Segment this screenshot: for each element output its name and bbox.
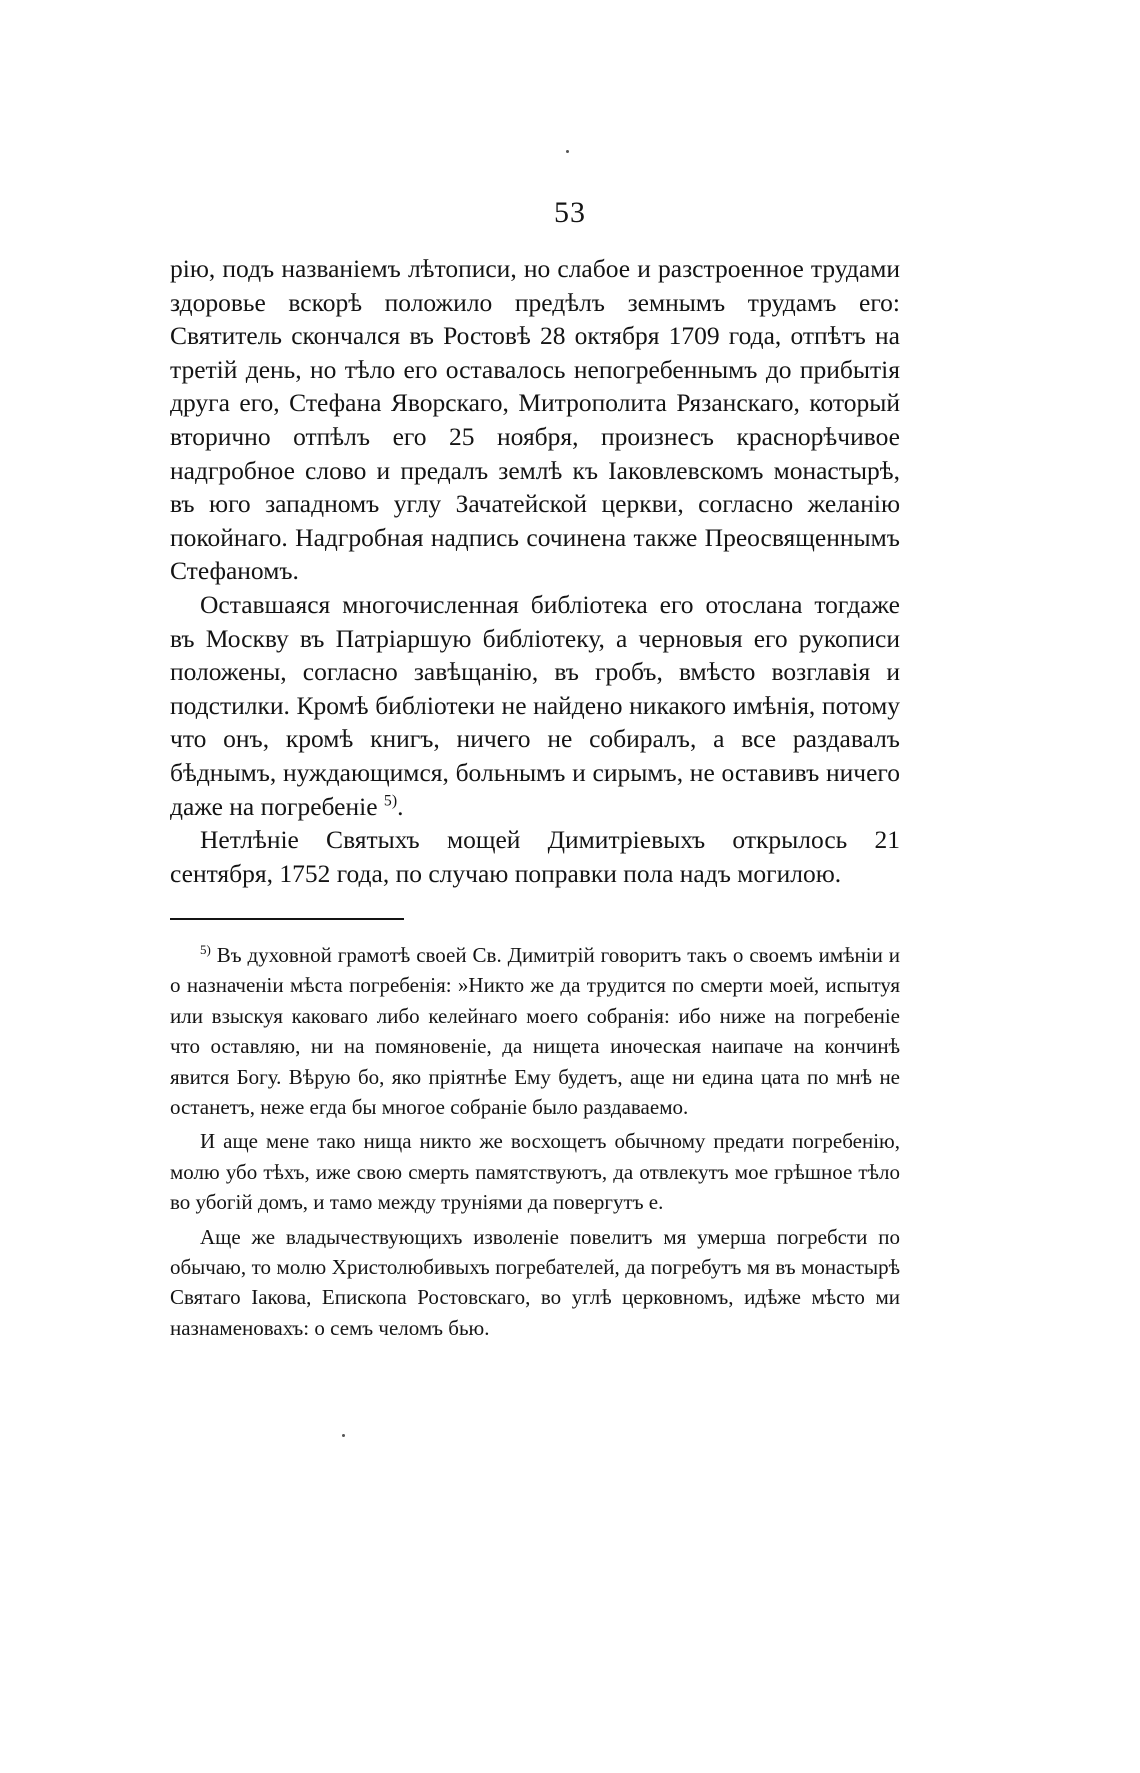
paragraph: Нетлѣніе Святыхъ мощей Димитріевыхъ открылось 21 сентября, 1752 года, по случаю поправки пола надъ могилою.: [170, 825, 900, 888]
footnote-marker: 5): [200, 942, 211, 957]
footnote-reference: 5): [383, 792, 398, 809]
footnote-divider: [170, 918, 404, 920]
footnote-paragraph: Аще же владычествующихъ изволеніе повелитъ мя умерша погребсти по обычаю, то молю Христолюбивыхъ погребателей, да погребутъ мя въ монастырѣ Святаго Іакова, Епископа Ростовскаго, во углѣ церковномъ, идѣже мѣсто ми назнаменовахъ: о семъ челомъ бью.: [170, 1224, 900, 1340]
footnote-paragraph: И аще мене тако нища никто же восхощетъ обычному предати погребенію, молю убо тѣхъ, иже свою смерть памятствуютъ, да отвлекутъ мое грѣшное тѣло во убогій домъ, и тамо между труніями да повергутъ е.: [170, 1129, 900, 1215]
paragraph: Оставшаяся многочисленная библіотека его отослана тогдаже въ Москву въ Патріаршую библіотеку, а черновыя его рукописи положены, согласно завѣщанію, въ гробъ, вмѣсто возглавія и подстилки. Кромѣ библіотеки не найдено никакого имѣнія, потому что онъ, кромѣ книгъ, ничего не собиралъ, а все раздавалъ бѣднымъ, нуждающимся, больнымъ и сирымъ, не оставивъ ничего даже на погребеніе $^{5)}$.: [170, 589, 900, 821]
footnote-paragraph: [170, 940, 900, 1122]
scan-speck: [566, 150, 569, 153]
paragraph-text: Оставшаяся многочисленная библіотека его отослана тогдаже въ Москву въ Патріаршую библіотеку, а черновыя его рукописи положены, согласно завѣщанію, въ гробъ, вмѣсто возглавія и подстилки. Кромѣ библіотеки не найдено никакого имѣнія, потому что онъ, кромѣ книгъ, ничего не собиралъ, а все раздавалъ бѣднымъ, нуждающимся, больнымъ и сирымъ, не оставивъ ничего даже на погребеніе: [170, 589, 900, 821]
footnotes: [170, 940, 900, 1347]
page-number: 53: [554, 196, 586, 229]
paragraph: рію, подъ названіемъ лѣтописи, но слабое и разстроенное трудами здоровье вскорѣ положило предѣлъ земнымъ трудамъ его: Святитель скончался въ Ростовѣ 28 октября 1709 года, отпѣтъ на третій день, но тѣло его оставалось непогребеннымъ до прибытія друга его, Стефана Яворскаго, Митрополита Рязанскаго, который вторично отпѣлъ его 25 ноября, произнесъ краснорѣчивое надгробное слово и предалъ землѣ къ Іаковлевскомъ монастырѣ, въ юго западномъ углу Зачатейской церкви, согласно желанію покойнаго. Надгробная надпись сочинена также Преосвященнымъ Стефаномъ.: [170, 254, 900, 586]
scan-speck: [342, 1434, 345, 1437]
footnote-text: Въ духовной грамотѣ своей Св. Димитрій говоритъ такъ о своемъ имѣніи и о назначеніи мѣста погребенія: »Никто же да трудится по смерти моей, испытуя или взыскуя каковаго либо келейнаго моего собранія: ибо ниже на погребеніе что оставляю, ни на помяновеніе, да нищета иноческая наипаче на кончинѣ явится Богу. Вѣрую бо, яко пріятнѣе Ему будетъ, аще ни едина цата по мнѣ не останетъ, неже егда бы многое собраніе было раздаваемо.: [170, 943, 900, 1120]
main-text: [170, 252, 900, 890]
